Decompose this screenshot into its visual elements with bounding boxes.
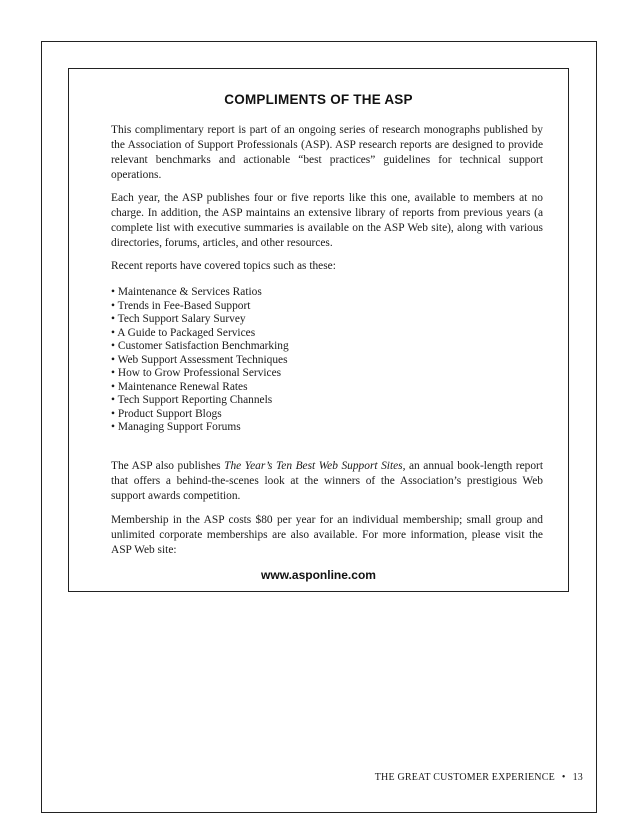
running-title: THE GREAT CUSTOMER EXPERIENCE xyxy=(374,772,555,783)
bullet-icon: • xyxy=(111,340,115,352)
bullet-icon: • xyxy=(111,313,115,325)
website-link[interactable]: www.asponline.com xyxy=(261,568,376,582)
list-item: • Product Support Blogs xyxy=(111,407,222,420)
awards-paragraph: The ASP also publishes The Year’s Ten Best Web Support Sites, an annual book-length report that offers a behind-the-scenes look at the winners of the Association’s prestigious Web support awards competition. xyxy=(111,460,544,503)
topics-intro: Recent reports have covered topics such as these: xyxy=(111,260,336,272)
box-title: COMPLIMENTS OF THE ASP xyxy=(224,92,413,107)
bullet-icon: • xyxy=(111,380,115,393)
awards-publication-title: The Year’s Ten Best Web Support Sites, xyxy=(224,460,406,472)
list-item: • Maintenance Renewal Rates xyxy=(111,380,248,393)
list-item: • Managing Support Forums xyxy=(111,421,241,433)
page-number: 13 xyxy=(572,772,583,783)
list-item: • Trends in Fee-Based Support xyxy=(111,299,251,312)
footer-bullet-icon: • xyxy=(561,772,566,783)
list-item: • Customer Satisfaction Benchmarking xyxy=(111,340,289,352)
list-item: • How to Grow Professional Services xyxy=(111,367,282,379)
bullet-icon: • xyxy=(111,367,115,379)
bullet-icon: • xyxy=(111,407,115,420)
membership-paragraph: Membership in the ASP costs $80 per year for an individual membership; small group and unlimited corporate memberships are also available. For more information, please visit the ASP Web site: xyxy=(111,514,543,557)
bullet-icon: • xyxy=(111,421,115,433)
list-item: • A Guide to Packaged Services xyxy=(111,326,256,339)
asp-info-box xyxy=(68,68,569,592)
page-footer xyxy=(375,772,583,783)
list-item: • Tech Support Salary Survey xyxy=(111,313,246,325)
bullet-icon: • xyxy=(111,353,115,366)
bullet-icon: • xyxy=(111,299,115,312)
library-paragraph: Each year, the ASP publishes four or five reports like this one, available to members at no charge. In addition, the ASP maintains an extensive library of reports from previous years (a complete list with executive summaries is available on the ASP Web site), along with various directories, forums, articles, and other resources. xyxy=(111,192,543,250)
list-item: • Web Support Assessment Techniques xyxy=(111,353,288,366)
list-item: • Tech Support Reporting Channels xyxy=(111,394,273,406)
topics-list xyxy=(111,286,543,435)
list-item: • Maintenance & Services Ratios xyxy=(111,286,262,298)
bullet-icon: • xyxy=(111,394,115,406)
bullet-icon: • xyxy=(111,286,115,298)
intro-paragraph: This complimentary report is part of an ongoing series of research monographs published by the Association of Support Professionals (ASP). ASP research reports are designed to provide relevant benchmarks and actionable “best practices” guidelines for technical support operations. xyxy=(111,124,543,182)
bullet-icon: • xyxy=(111,326,115,339)
